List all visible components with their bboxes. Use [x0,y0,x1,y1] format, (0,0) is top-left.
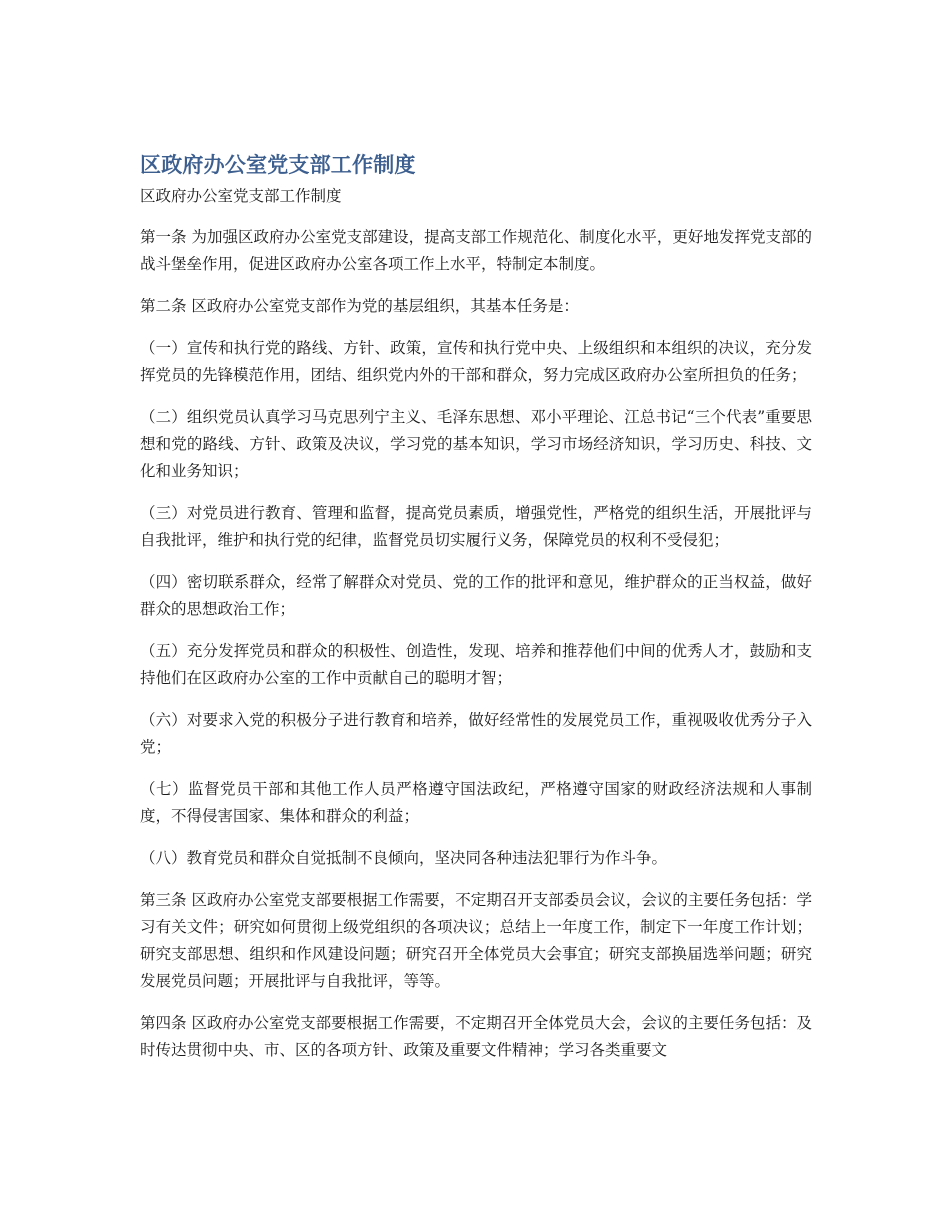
paragraph-task-6: （六）对要求入党的积极分子进行教育和培养，做好经常性的发展党员工作，重视吸收优秀分子入党； [140,711,812,756]
paragraph-task-5: （五）充分发挥党员和群众的积极性、创造性，发现、培养和推荐他们中间的优秀人才，鼓励和支持他们在区政府办公室的工作中贡献自己的聪明才智； [140,642,812,687]
paragraph-article-4: 第四条 区政府办公室党支部要根据工作需要，不定期召开全体党员大会，会议的主要任务包括：及时传达贯彻中央、市、区的各项方针、政策及重要文件精神；学习各类重要文 [140,1014,812,1059]
document-page [140,150,812,1079]
paragraph-article-3: 第三条 区政府办公室党支部要根据工作需要，不定期召开支部委员会议，会议的主要任务包括：学习有关文件；研究如何贯彻上级党组织的各项决议；总结上一年度工作，制定下一年度工作计划；研究支部思想、组织和作风建设问题；研究召开全体党员大会事宜；研究支部换届选举问题；研究发展党员问题；开展批评与自我批评，等等。 [140,891,812,990]
paragraph-task-8: （八）教育党员和群众自觉抵制不良倾向，坚决同各种违法犯罪行为作斗争。 [140,849,668,867]
paragraph-article-2: 第二条 区政府办公室党支部作为党的基层组织，其基本任务是： [140,297,579,315]
document-title: 区政府办公室党支部工作制度 [140,153,416,177]
paragraph-task-3: （三）对党员进行教育、管理和监督，提高党员素质，增强党性，严格党的组织生活，开展批评与自我批评，维护和执行党的纪律，监督党员切实履行义务，保障党员的权利不受侵犯； [140,504,812,549]
document-subtitle: 区政府办公室党支部工作制度 [140,187,342,205]
paragraph-task-1: （一）宣传和执行党的路线、方针、政策，宣传和执行党中央、上级组织和本组织的决议，充分发挥党员的先锋模范作用，团结、组织党内外的干部和群众，努力完成区政府办公室所担负的任务； [140,339,812,384]
paragraph-task-7: （七）监督党员干部和其他工作人员严格遵守国法政纪，严格遵守国家的财政经济法规和人事制度，不得侵害国家、集体和群众的利益； [140,780,812,825]
paragraph-task-4: （四）密切联系群众，经常了解群众对党员、党的工作的批评和意见，维护群众的正当权益，做好群众的思想政治工作； [140,573,812,618]
paragraph-task-2: （二）组织党员认真学习马克思列宁主义、毛泽东思想、邓小平理论、江总书记“三个代表”重要思想和党的路线、方针、政策及决议，学习党的基本知识，学习市场经济知识，学习历史、科技、文化和业务知识； [140,408,812,480]
paragraph-article-1: 第一条 为加强区政府办公室党支部建设，提高支部工作规范化、制度化水平，更好地发挥党支部的战斗堡垒作用，促进区政府办公室各项工作上水平，特制定本制度。 [140,228,812,273]
